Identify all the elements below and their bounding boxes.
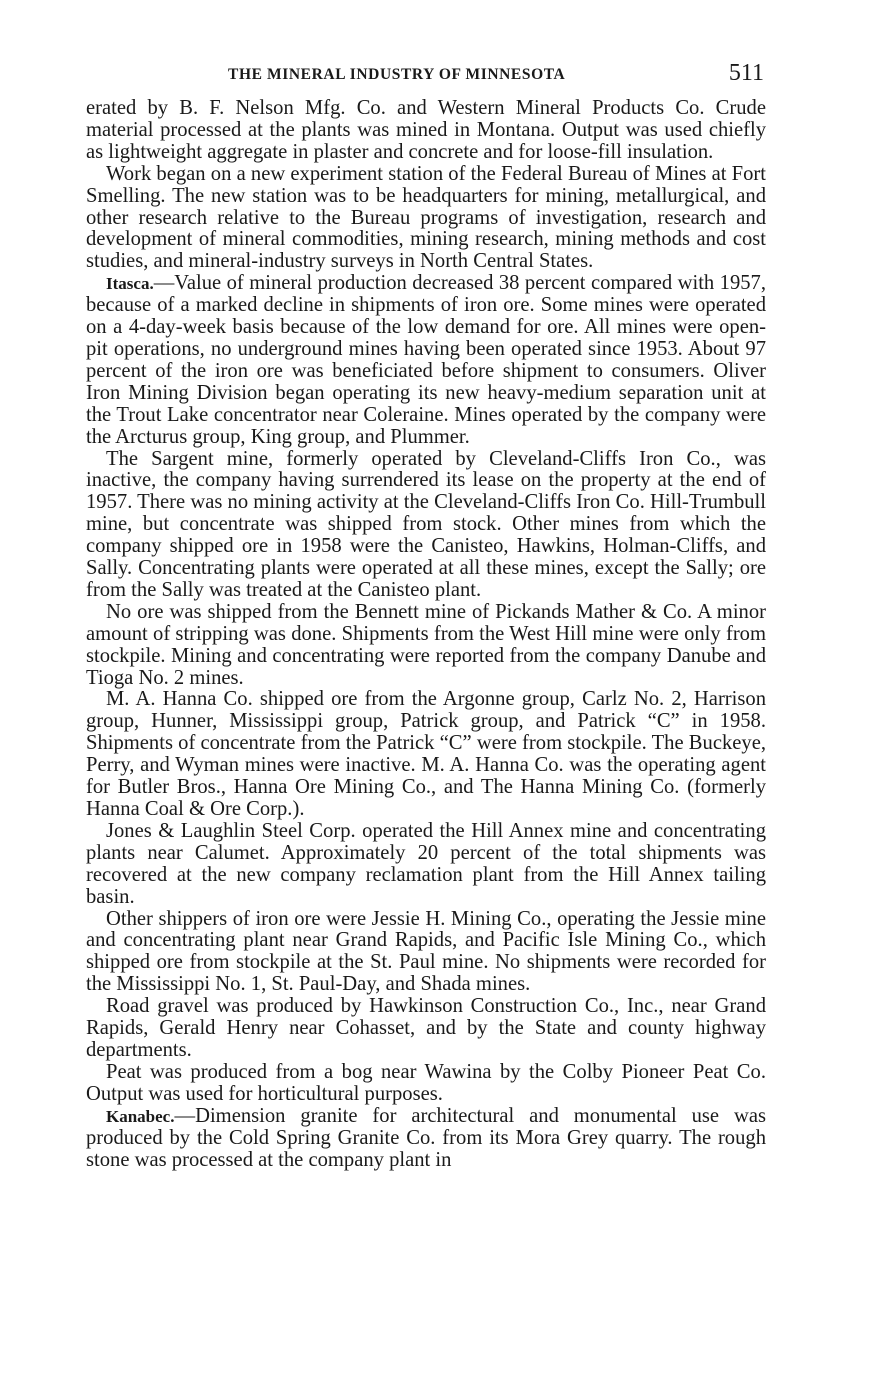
paragraph-perlite-continued <box>86 98 766 164</box>
paragraph-road-gravel <box>86 996 766 1062</box>
paragraph-text: —Value of mineral production decreased 38 percent compared with 1957, because of a marked decline in shipments of iron ore. Some mines were operated on a 4-day-week basis because of the low demand for ore. All mines were open-pit operations, no underground mines having been operated since 1953. About 97 percent of the iron ore was beneficiated before shipment to consumers. Oliver Iron Mining Division began operating its new heavy-medium separation unit at the Trout Lake concentrator near Coleraine. Mines operated by the company were the Arcturus group, King group, and Plummer. <box>86 272 766 448</box>
paragraph-text: —Dimension granite for architectural and monumental use was produced by the Cold Spring Granite Co. from its Mora Grey quarry. The rough stone was processed at the company plant in <box>86 1104 766 1171</box>
paragraph-text: Work began on a new experiment station of the Federal Bureau of Mines at Fort Smelling. The new station was to be headquarters for mining, metallurgical, and other research relative to the Bureau programs of investigation, research and development of mineral commodities, mining research, mining methods and cost studies, and mineral-industry surveys in North Central States. <box>86 162 766 273</box>
paragraph-text: M. A. Hanna Co. shipped ore from the Argonne group, Carlz No. 2, Harrison group, Hunner, Mississippi group, Patrick group, and Patrick “C” in 1958. Shipments of concentrate from the Patrick “C” were from stockpile. The Buckeye, Perry, and Wyman mines were inactive. M. A. Hanna Co. was the operating agent for Butler Bros., Hanna Ore Mining Co., and The Hanna Mining Co. (formerly Hanna Coal & Ore Corp.). <box>86 688 766 820</box>
running-head <box>86 60 766 94</box>
county-heading-kanabec: Kanabec. <box>106 1106 175 1126</box>
paragraph-text: Road gravel was produced by Hawkinson Construction Co., Inc., near Grand Rapids, Gerald Henry near Cohasset, and by the State and county highway departments. <box>86 995 766 1061</box>
paragraph-text: erated by B. F. Nelson Mfg. Co. and Western Mineral Products Co. Crude material processed at the plants was mined in Montana. Output was used chiefly as lightweight aggregate in plaster and concrete and for loose-fill insulation. <box>86 97 766 163</box>
paragraph-bureau-of-mines <box>86 164 766 274</box>
paragraph-hanna-co <box>86 689 766 820</box>
paragraph-text: Peat was produced from a bog near Wawina by the Colby Pioneer Peat Co. Output was used for horticultural purposes. <box>86 1060 766 1105</box>
paragraph-text: The Sargent mine, formerly operated by Cleveland-Cliffs Iron Co., was inactive, the company having surrendered its lease on the property at the end of 1957. There was no mining activity at the Cleveland-Cliffs Iron Co. Hill-Trumbull mine, but concentrate was shipped from stock. Other mines from which the company shipped ore in 1958 were the Canisteo, Hawkins, Holman-Cliffs, and Sally. Concentrating plants were operated at all these mines, except the Sally; ore from the Sally was treated at the Canisteo plant. <box>86 447 766 601</box>
paragraph-peat <box>86 1062 766 1106</box>
paragraph-other-shippers <box>86 909 766 997</box>
paragraph-kanabec <box>86 1106 766 1172</box>
running-title: THE MINERAL INDUSTRY OF MINNESOTA <box>228 66 566 83</box>
paragraph-jones-laughlin <box>86 821 766 909</box>
paragraph-text: Jones & Laughlin Steel Corp. operated the Hill Annex mine and concentrating plants near Calumet. Approximately 20 percent of the total shipments was recovered at the new company reclamation plant from the Hill Annex tailing basin. <box>86 819 766 908</box>
paragraph-itasca <box>86 273 766 448</box>
county-heading-itasca: Itasca. <box>106 274 154 294</box>
document-page <box>86 60 766 1171</box>
paragraph-sargent-mine <box>86 449 766 602</box>
body-text <box>86 98 766 1171</box>
paragraph-text: Other shippers of iron ore were Jessie H. Mining Co., operating the Jessie mine and concentrating plant near Grand Rapids, and Pacific Isle Mining Co., which shipped ore from stockpile at the St. Paul mine. No shipments were recorded for the Mississippi No. 1, St. Paul-Day, and Shada mines. <box>86 907 766 996</box>
paragraph-bennett-mine <box>86 602 766 690</box>
page-number: 511 <box>728 60 764 86</box>
paragraph-text: No ore was shipped from the Bennett mine of Pickands Mather & Co. A minor amount of stripping was done. Shipments from the West Hill mine were only from stockpile. Mining and concentrating were reported from the company Danube and Tioga No. 2 mines. <box>86 600 766 689</box>
